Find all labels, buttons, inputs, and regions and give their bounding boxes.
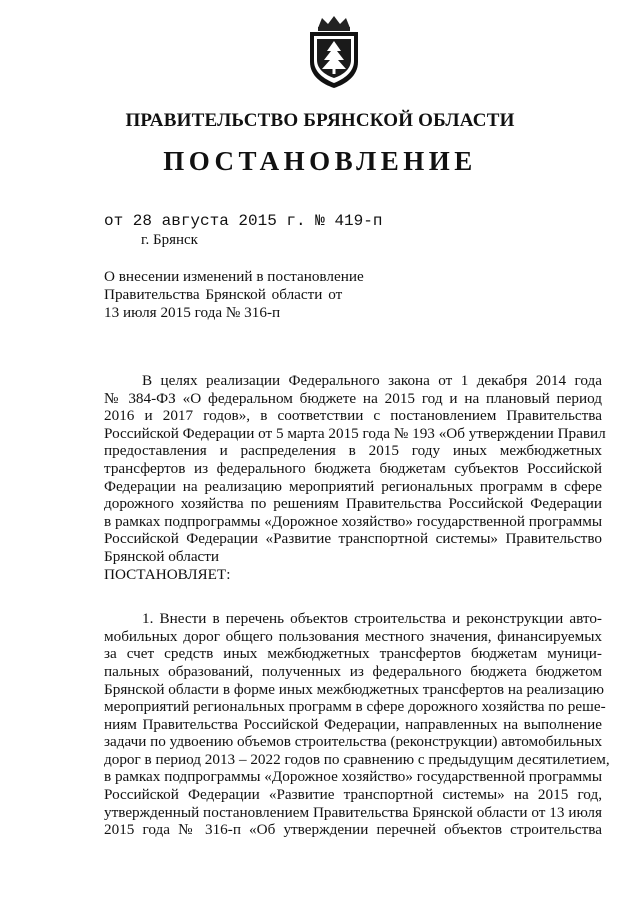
item1-line: 2015 года № 316-п «Об утверждении перечней объектов строительства [104, 821, 602, 839]
coat-of-arms-icon [304, 14, 364, 90]
document-type-title: ПОСТАНОВЛЕНИЕ [163, 146, 477, 176]
preamble-line: Российской Федерации «Развитие транспортной системы» Правительство [104, 530, 602, 548]
preamble-line: дорожного хозяйства по решениям Правительства Российской Федерации [104, 495, 602, 513]
preamble-line: в рамках подпрограммы «Дорожное хозяйство» государственной программы [104, 512, 603, 530]
subject-line: 13 июля 2015 года № 316-п [104, 304, 281, 321]
item1-line: мероприятий региональных программ в сфере дорожного хозяйства по реше- [104, 698, 606, 716]
preamble-line: Брянской области [104, 547, 220, 565]
preamble-line: № 384-ФЗ «О федеральном бюджете на 2015 год и на плановый период [104, 389, 602, 407]
resolves-keyword: ПОСТАНОВЛЯЕТ: [104, 565, 231, 583]
preamble-line: Российской Федерации от 5 марта 2015 года № 193 «Об утверждении Правил [104, 424, 606, 442]
preamble-line: 2016 и 2017 годов», в соответствии с постановлением Правительства [104, 407, 602, 425]
paragraph-gap [104, 583, 602, 610]
document-body [104, 372, 610, 839]
item1-line: за счет средств иных межбюджетных трансфертов бюджетам муници- [104, 645, 602, 663]
item1-line: 1. Внести в перечень объектов строительства и реконструкции авто- [142, 610, 602, 628]
preamble-line: В целях реализации Федерального закона от 1 декабря 2014 года [142, 372, 602, 389]
preamble-line: трансфертов из федерального бюджета бюджетам субъектов Российской [104, 459, 602, 477]
preamble-line: предоставления и распределения в 2015 году иных межбюджетных [104, 442, 602, 460]
item1-line: Брянской области в форме иных межбюджетных трансфертов на реализацию [104, 680, 604, 698]
item1-line: пальных образований, полученных из федерального бюджета бюджетом [104, 662, 602, 680]
subject-line: О внесении изменений в постановление [104, 268, 364, 285]
item1-line: утвержденный постановлением Правительства Брянской области от 13 июля [104, 803, 602, 821]
item1-line: Российской Федерации «Развитие транспортной системы» на 2015 год, [104, 786, 602, 804]
item1-line: ниям Правительства Российской Федерации, направленных на выполнение [104, 715, 602, 733]
government-name: ПРАВИТЕЛЬСТВО БРЯНСКОЙ ОБЛАСТИ [125, 110, 515, 131]
item1-line: мобильных дорог общего пользования местного значения, финансируемых [104, 627, 602, 645]
document-subject [104, 268, 364, 322]
subject-line: Правительства Брянской области от [104, 286, 343, 303]
document-city: г. Брянск [141, 232, 198, 248]
item1-line: дорог в период 2013 – 2022 годов по сравнению с предыдущим десятилетием, [104, 750, 610, 768]
item1-line: в рамках подпрограммы «Дорожное хозяйство» государственной программы [104, 768, 603, 786]
preamble-line: Федерации на реализацию мероприятий региональных программ в сфере [104, 477, 602, 495]
document-date-number: от 28 августа 2015 г. № 419-п [104, 212, 383, 230]
item1-line: задачи по удвоению объемов строительства (реконструкции) автомобильных [104, 733, 603, 751]
